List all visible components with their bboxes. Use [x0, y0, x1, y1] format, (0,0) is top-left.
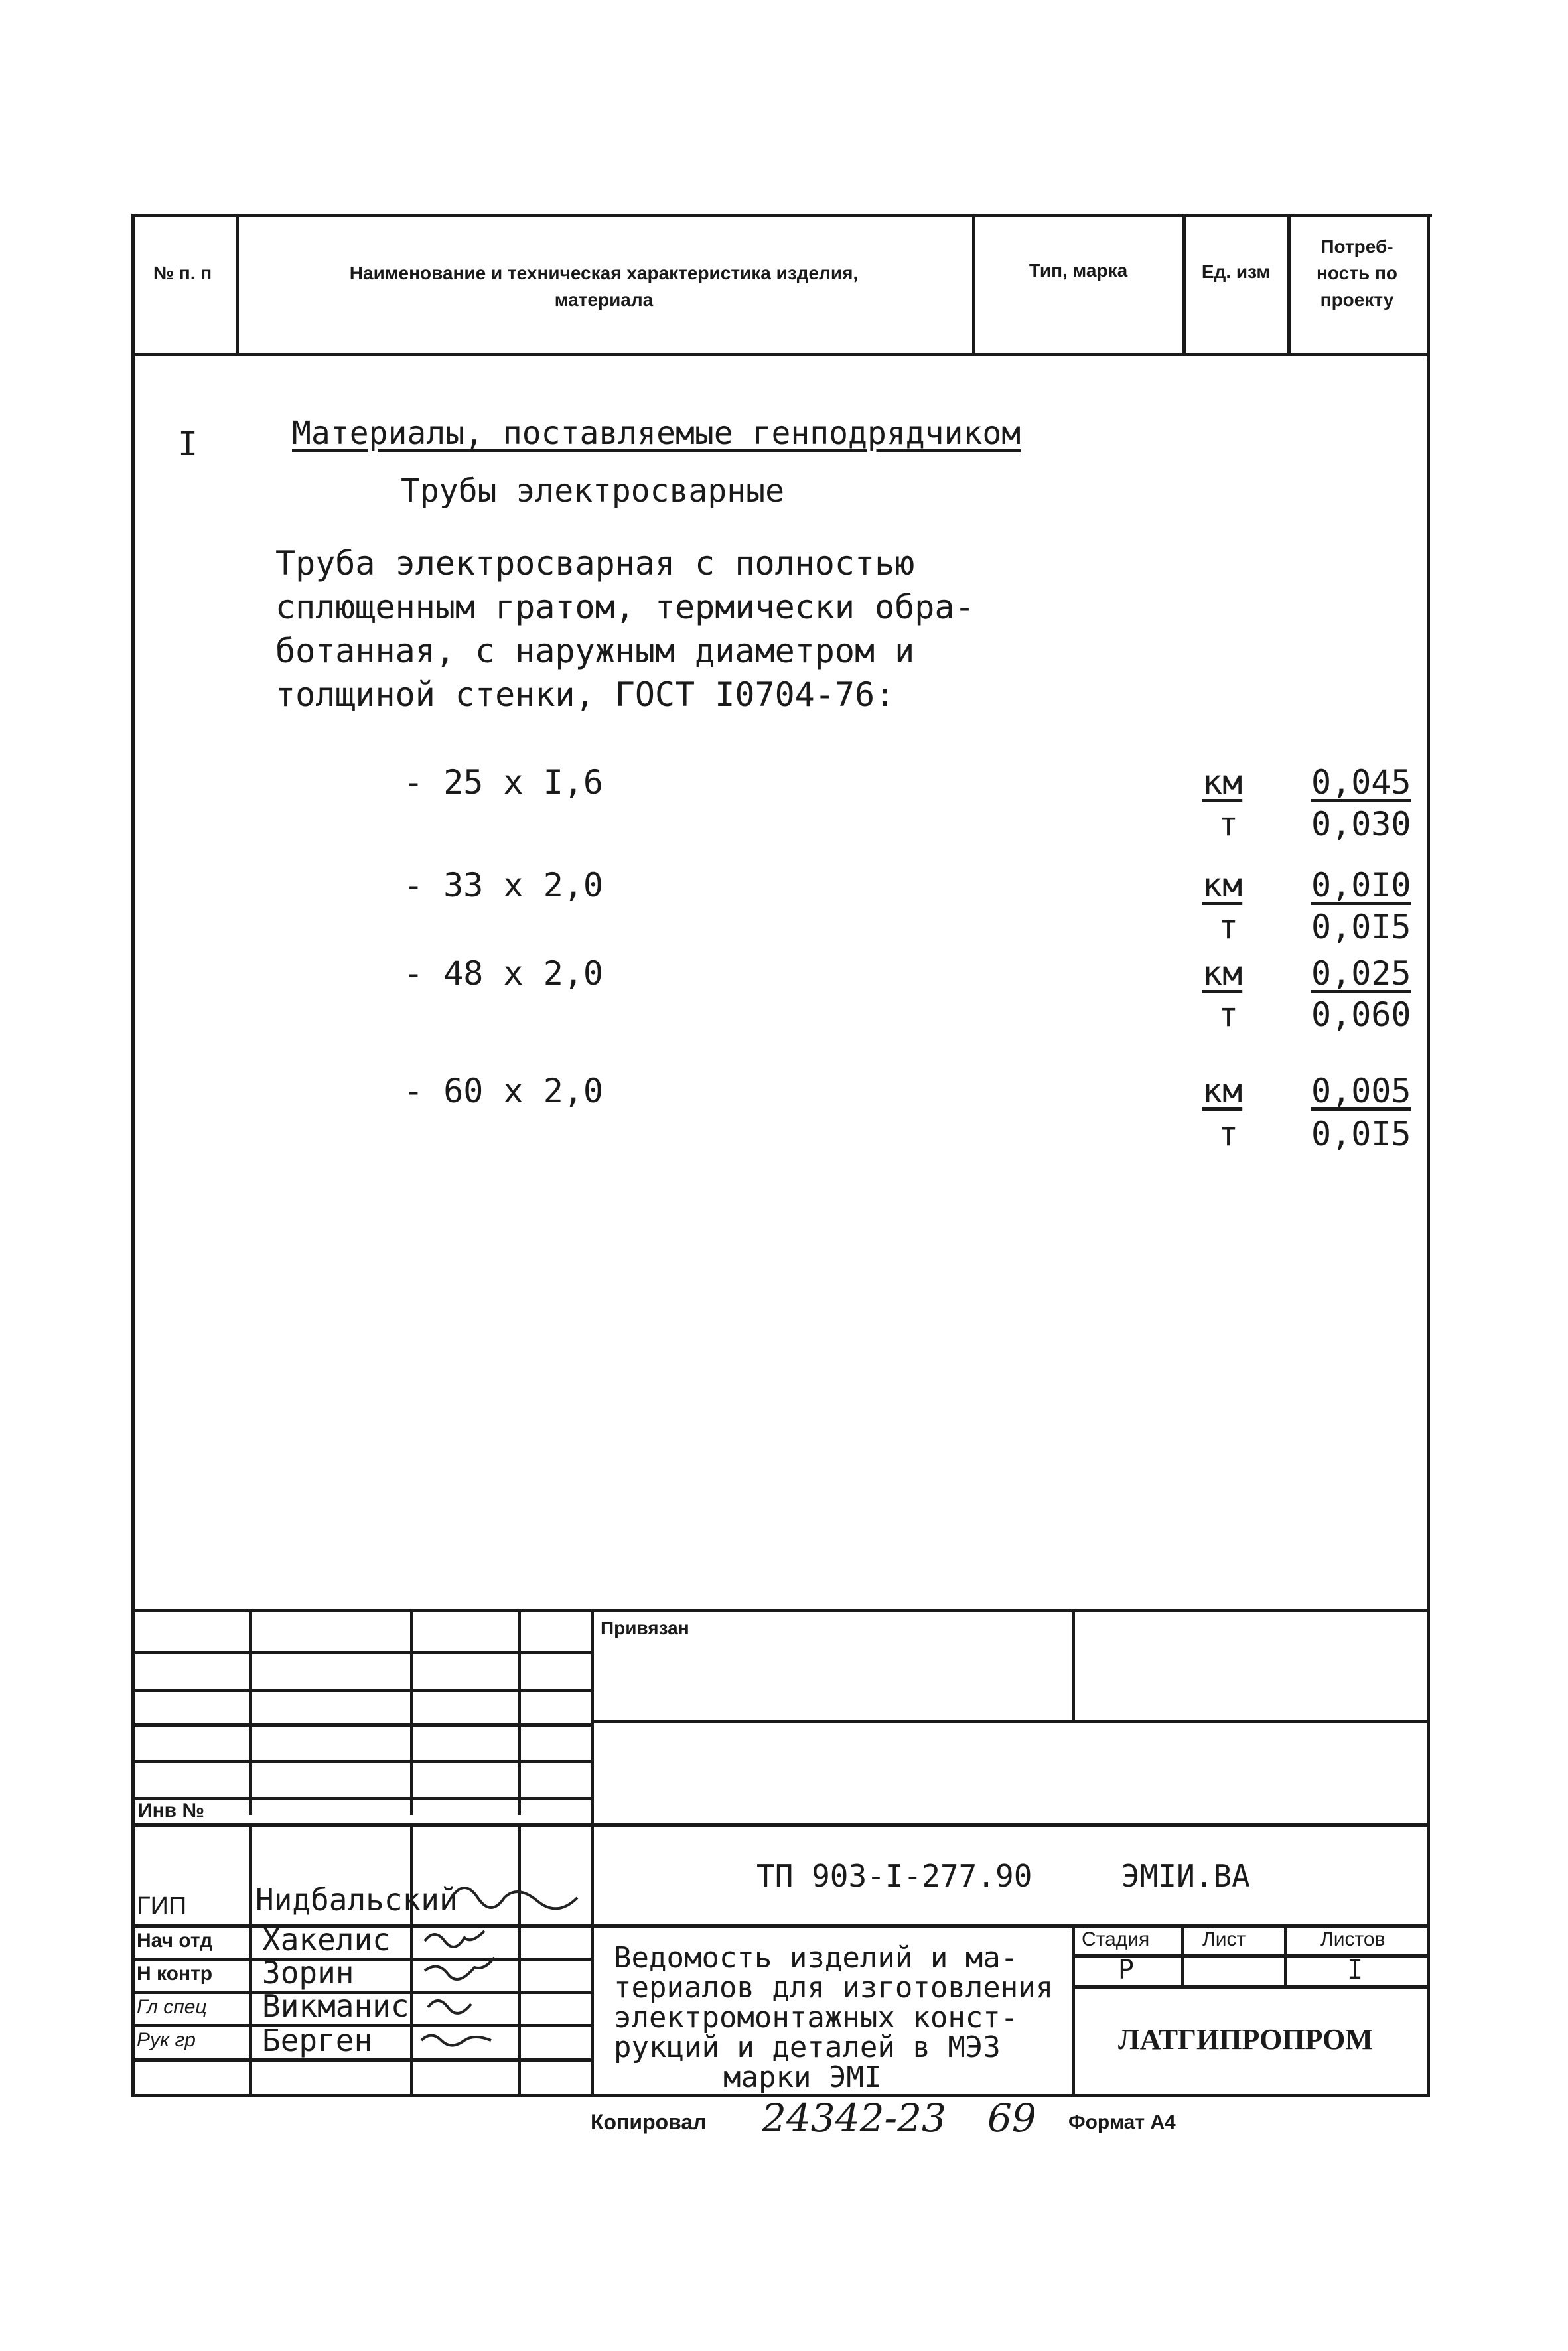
- privyazan-label: Привязан: [601, 1618, 689, 1638]
- header-divider-4: [1287, 214, 1291, 356]
- signature-gip: [451, 1888, 577, 1908]
- doc-code: ТП 903-I-277.90: [756, 1858, 1033, 1894]
- stage-value-line: [1072, 1985, 1430, 1989]
- section-title: Материалы, поставляемые генподрядчиком: [292, 415, 1021, 452]
- header-bottom-line: [131, 353, 1430, 356]
- item-unit1-3: км: [1202, 954, 1243, 993]
- stamp-grid-h4: [131, 1760, 593, 1763]
- sheets-label: Листов: [1320, 1928, 1386, 1950]
- privyazan-bottom: [591, 1720, 1430, 1723]
- sheets-value: I: [1347, 1955, 1364, 1985]
- item-unit2-4: т: [1218, 1115, 1239, 1153]
- doc-title-line-5: марки ЭМI: [723, 2060, 882, 2094]
- doc-title-line-4: рукций и деталей в МЭЗ: [614, 2030, 1001, 2064]
- header-col-unit: Ед. изм: [1201, 261, 1271, 282]
- item-size-3: - 48 х 2,0: [403, 954, 604, 993]
- item-val1-4: 0,005: [1311, 1072, 1411, 1110]
- footer-number: 24342-23: [762, 2096, 946, 2141]
- signature-ruk-gr: [421, 2036, 491, 2046]
- header-divider-2: [972, 214, 975, 356]
- role-ruk-gr: Рук гр: [137, 2029, 196, 2051]
- stamp-grid-h2: [131, 1689, 593, 1692]
- stamp-grid-v1: [249, 1609, 252, 1815]
- item-size-4: - 60 х 2,0: [403, 1072, 604, 1110]
- header-col-name: Наименование и техническая характеристика изделия, материала: [349, 263, 859, 310]
- doc-title-line-3: электромонтажных конст-: [614, 2001, 1019, 2034]
- description-line-2: сплющенным гратом, термически обра-: [275, 588, 975, 626]
- role-gip: ГИП: [137, 1892, 187, 1920]
- role-n-kontr: Н контр: [137, 1963, 213, 1985]
- description-line-4: толщиной стенки, ГОСТ I0704-76:: [275, 676, 895, 714]
- doc-code-bottom: [591, 1924, 1430, 1928]
- role-gl-spec: Гл спец: [137, 1996, 207, 2018]
- item-val2-1: 0,030: [1311, 805, 1411, 843]
- stamp-top-line: [131, 1609, 1430, 1612]
- item-size-2: - 33 х 2,0: [403, 866, 604, 904]
- stage-value: Р: [1118, 1955, 1135, 1985]
- item-size-1: - 25 х I,6: [403, 763, 604, 802]
- signature-gl-spec: [428, 2001, 471, 2013]
- doc-title-line-2: териалов для изготовления: [614, 1971, 1054, 2005]
- doc-mark: ЭМIИ.ВА: [1121, 1858, 1250, 1894]
- item-val2-2: 0,0I5: [1311, 908, 1411, 946]
- item-unit1-1: км: [1202, 763, 1243, 802]
- description-line-3: ботанная, с наружным диаметром и: [275, 632, 915, 670]
- item-val1-2: 0,0I0: [1311, 866, 1411, 904]
- item-unit2-3: т: [1218, 995, 1239, 1034]
- header-divider-3: [1182, 214, 1186, 356]
- section-number: I: [178, 425, 198, 463]
- item-unit2-1: т: [1218, 805, 1239, 843]
- item-unit2-2: т: [1218, 908, 1239, 946]
- footer-page: 69: [987, 2096, 1036, 2141]
- frame-right: [1427, 214, 1430, 2097]
- name-nach-otd: Хакелис: [262, 1922, 391, 1958]
- frame-left: [131, 214, 135, 2097]
- name-ruk-gr: Берген: [262, 2023, 373, 2058]
- item-unit1-2: км: [1202, 866, 1243, 904]
- stamp-inv-line: [131, 1823, 1430, 1827]
- stamp-grid-h3: [131, 1723, 593, 1727]
- signatures: [411, 1858, 610, 2057]
- stage-divider-left: [1072, 1924, 1075, 2097]
- stage-label: Стадия: [1082, 1928, 1150, 1950]
- item-val2-3: 0,060: [1311, 995, 1411, 1034]
- header-col-need: Потреб- ность по проекту: [1317, 236, 1397, 310]
- header-col-num: № п. п: [153, 263, 212, 283]
- stamp-grid-h1: [131, 1651, 593, 1654]
- stamp-grid-v3: [518, 1609, 521, 1815]
- header-divider-1: [236, 214, 239, 356]
- org-name: ЛАТГИПРОПРОМ: [1118, 2023, 1373, 2056]
- sheet-label: Лист: [1202, 1928, 1246, 1950]
- item-val1-1: 0,045: [1311, 763, 1411, 802]
- item-val2-4: 0,0I5: [1311, 1115, 1411, 1153]
- doc-title-line-1: Ведомость изделий и ма-: [614, 1941, 1019, 1975]
- frame-top: [131, 214, 1432, 217]
- name-gip: Нидбальский: [255, 1882, 458, 1918]
- description-line-1: Труба электросварная с полностью: [275, 544, 915, 583]
- item-val1-3: 0,025: [1311, 954, 1411, 993]
- stamp-grid-v2: [410, 1609, 413, 1815]
- inv-no-label: Инв №: [138, 1800, 204, 1821]
- sig-h4: [131, 2058, 593, 2062]
- item-unit1-4: км: [1202, 1072, 1243, 1110]
- footer-format: Формат А4: [1068, 2111, 1176, 2133]
- privyazan-divider: [1072, 1609, 1075, 1722]
- signature-n-kontr: [425, 1958, 494, 1979]
- name-n-kontr: Зорин: [262, 1955, 354, 1991]
- section-subtitle: Трубы электросварные: [401, 472, 784, 510]
- signature-nach-otd: [425, 1931, 484, 1947]
- footer-copied: Копировал: [591, 2110, 707, 2134]
- name-gl-spec: Викманис: [262, 1988, 409, 2024]
- role-nach-otd: Нач отд: [137, 1930, 213, 1952]
- header-col-type: Тип, марка: [1029, 260, 1128, 281]
